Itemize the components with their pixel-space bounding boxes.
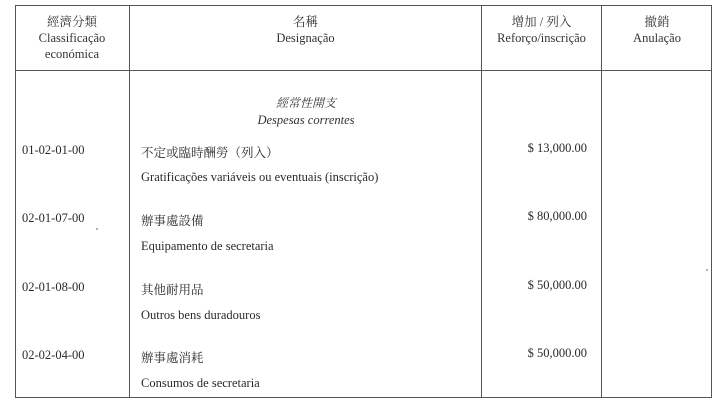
table-frame: [15, 5, 712, 398]
header-designation-pt: Designação: [276, 31, 335, 45]
row-3-code: 02-01-08-00: [22, 280, 85, 294]
header-classification-zh: 經濟分類: [46, 15, 97, 29]
column-divider-3: [601, 5, 602, 398]
row-4-code: 02-02-04-00: [22, 348, 85, 362]
section-title-zh: 經常性開支: [275, 96, 336, 110]
row-4-name-pt: Consumos de secretaria: [141, 376, 260, 390]
row-4-amount: $ 50,000.00: [527, 346, 587, 360]
header-classification: [15, 14, 129, 62]
row-3-name-zh: 其他耐用品: [141, 283, 204, 297]
row-4-name-zh: 辦事處消耗: [141, 351, 204, 365]
row-2-amount: $ 80,000.00: [527, 209, 587, 223]
header-reinforcement-zh: 增加 / 列入: [511, 15, 572, 29]
scan-speck: [96, 228, 98, 230]
row-3-amount: $ 50,000.00: [527, 278, 587, 292]
row-3-name-pt: Outros bens duradouros: [141, 308, 261, 322]
row-1-name-zh: 不定或臨時酬勞（列入）: [141, 146, 279, 160]
row-2-name-zh: 辦事處設備: [141, 214, 204, 228]
column-divider-2: [481, 5, 482, 398]
header-annulment-zh: 撤銷: [644, 15, 670, 29]
header-divider: [15, 70, 712, 71]
section-title-pt: Despesas correntes: [257, 113, 355, 127]
row-1-code: 01-02-01-00: [22, 143, 85, 157]
header-classification-pt-2: económica: [44, 47, 100, 61]
row-1-name-pt: Gratificações variáveis ou eventuais (inscrição): [141, 170, 379, 184]
header-annulment-pt: Anulação: [633, 31, 681, 45]
column-divider-1: [129, 5, 130, 398]
header-annulment: [602, 14, 712, 46]
row-1-amount: $ 13,000.00: [527, 141, 587, 155]
header-reinforcement: [482, 14, 601, 46]
header-designation: [130, 14, 481, 46]
header-reinforcement-pt: Reforço/inscrição: [497, 31, 586, 45]
scan-speck: [706, 269, 708, 271]
row-2-code: 02-01-07-00: [22, 211, 85, 225]
header-designation-zh: 名稱: [292, 15, 318, 29]
row-2-name-pt: Equipamento de secretaria: [141, 239, 274, 253]
header-classification-pt-1: Classificação: [38, 31, 106, 45]
